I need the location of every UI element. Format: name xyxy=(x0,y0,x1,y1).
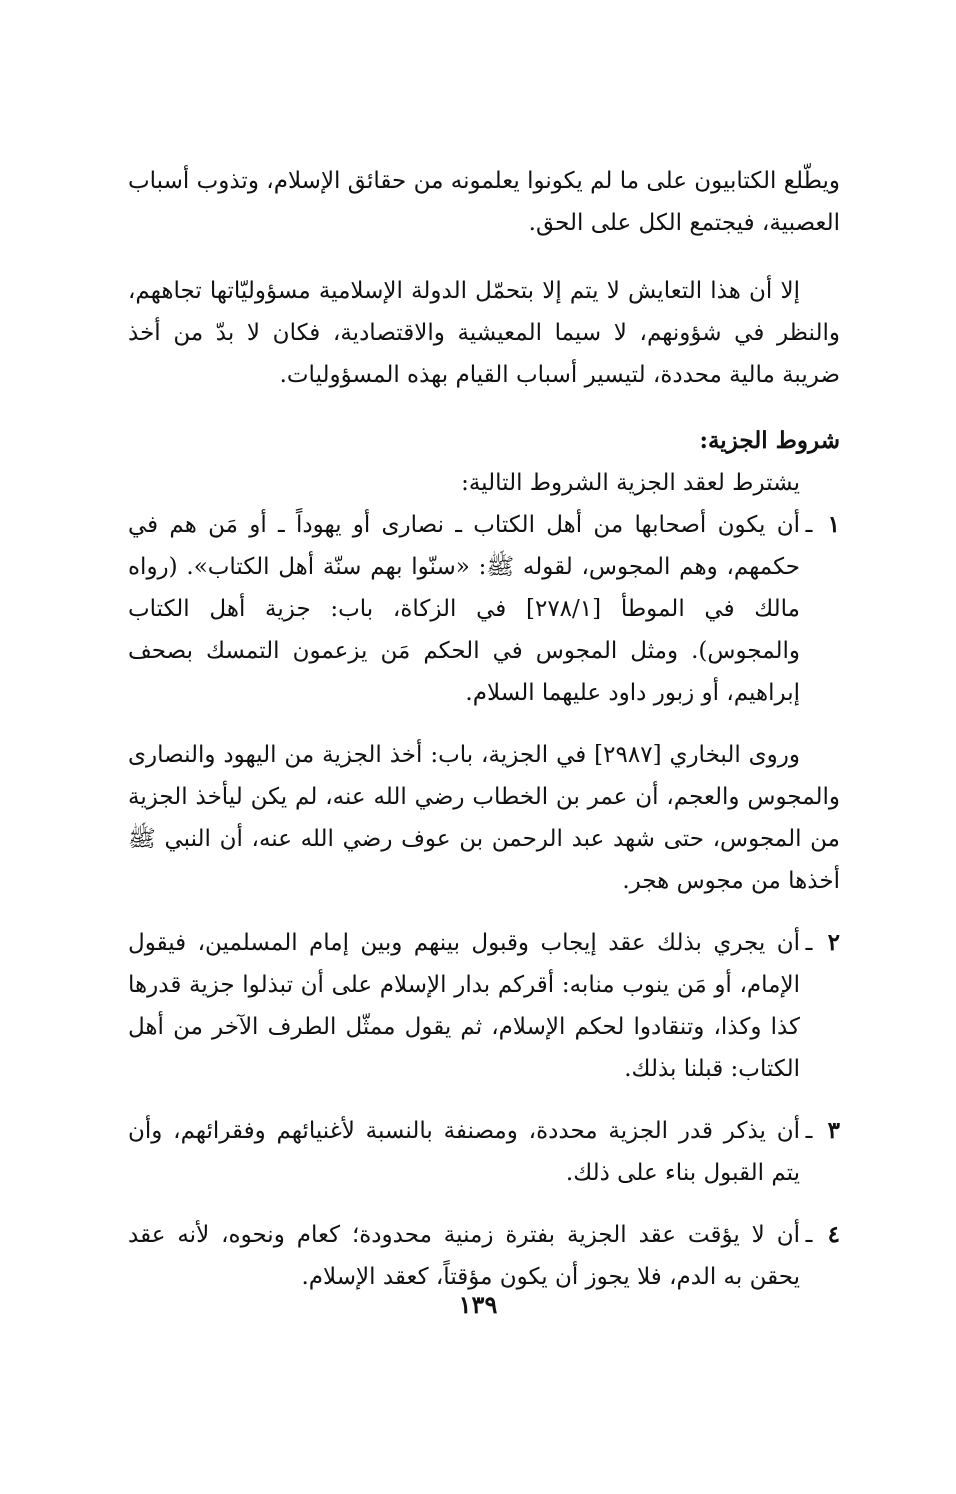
condition-dash: ـ xyxy=(805,930,813,956)
condition-number: ٤ xyxy=(827,1221,840,1248)
condition-text: أن يذكر قدر الجزية محددة، ومصنفة بالنسبة لأغنيائهم وفقرائهم، وأن يتم القبول بناء على ذلك. xyxy=(128,1118,800,1186)
paragraph-coexistence: إلا أن هذا التعايش لا يتم إلا بتحمّل الدولة الإسلامية مسؤوليّاتها تجاههم، والنظر في شؤونهم، لا سيما المعيشية والاقتصادية، فكان لا بدّ من أخذ ضريبة مالية محددة، لتيسير أسباب القيام بهذه المسؤوليات. xyxy=(128,278,840,388)
condition-text: أن يكون أصحابها من أهل الكتاب ـ نصارى أو يهوداً ـ أو مَن هم في حكمهم، وهم المجوس، لقوله ﷺ: «سنّوا بهم سنّة أهل الكتاب». (رواه مالك في الموطأ [٢٧٨/١] في الزكاة، باب: جزية أهل الكتاب والمجوس). ومثل المجوس في الحكم مَن يزعمون التمسك بصحف إبراهيم، أو زبور داود عليهما السلام. xyxy=(128,512,800,706)
condition-text: أن لا يؤقت عقد الجزية بفترة زمنية محدودة؛ كعام ونحوه، لأنه عقد يحقن به الدم، فلا يجوز أن يكون مؤقتاً، كعقد الإسلام. xyxy=(128,1222,800,1290)
section-heading: شروط الجزية: xyxy=(699,427,840,454)
bukhari-note: وروى البخاري [٢٩٨٧] في الجزية، باب: أخذ الجزية من اليهود والنصارى والمجوس والعجم، أن عمر بن الخطاب رضي الله عنه، لم يكن ليأخذ الجزية من المجوس، حتى شهد عبد الرحمن بن عوف رضي الله عنه، أن النبي ﷺ أخذها من مجوس هجر. xyxy=(128,742,840,894)
condition-dash: ـ xyxy=(805,512,813,538)
condition-number: ١ xyxy=(827,511,840,538)
page-body xyxy=(128,160,840,1298)
condition-item-4 xyxy=(128,1214,840,1298)
section-intro: يشترط لعقد الجزية الشروط التالية: xyxy=(461,470,800,496)
condition-item-2 xyxy=(128,922,840,1090)
condition-number: ٢ xyxy=(827,929,840,956)
condition-dash: ـ xyxy=(805,1222,813,1248)
condition-text: أن يجري بذلك عقد إيجاب وقبول بينهم وبين إمام المسلمين، فيقول الإمام، أو مَن ينوب منابه: أقركم بدار الإسلام على أن تبذلوا جزية قدرها كذا وكذا، وتنقادوا لحكم الإسلام، ثم يقول ممثّل الطرف الآخر من أهل الكتاب: قبلنا بذلك. xyxy=(128,930,800,1082)
condition-item-1 xyxy=(128,504,840,714)
condition-number: ٣ xyxy=(827,1117,840,1144)
condition-dash: ـ xyxy=(805,1118,813,1144)
condition-item-3 xyxy=(128,1110,840,1194)
paragraph-intro: ويطّلع الكتابيون على ما لم يكونوا يعلمونه من حقائق الإسلام، وتذوب أسباب العصبية، فيجتمع الكل على الحق. xyxy=(128,168,840,236)
page-number: ١٣٩ xyxy=(458,1290,498,1319)
